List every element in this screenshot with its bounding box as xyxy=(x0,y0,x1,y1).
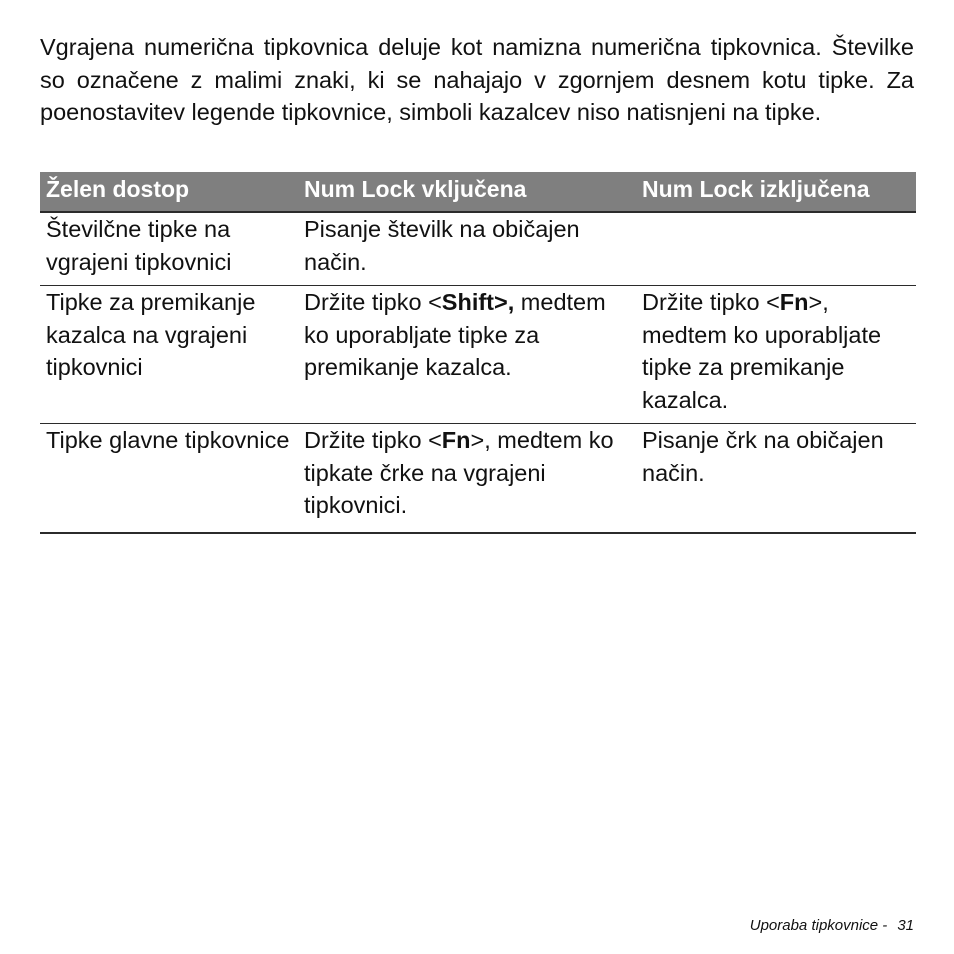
intro-paragraph: Vgrajena numerična tipkovnica deluje kot namizna numerična tipkovnica. Številke so označene z malimi znaki, ki se nahajajo v zgornjem desnem kotu tipke. Za poenostavitev legende tipkovnice, simboli kazalcev niso natisnjeni na tipke. xyxy=(40,34,914,125)
cell-numlock-off xyxy=(636,212,916,286)
key-name-fn: Fn xyxy=(441,427,471,453)
header-desired-access: Želen dostop xyxy=(40,172,298,212)
cell-numlock-on: Pisanje številk na običajen način. xyxy=(298,212,636,286)
key-name-shift: Shift>, xyxy=(441,289,515,315)
cell-text: Držite tipko < xyxy=(642,289,780,315)
key-name-fn: Fn xyxy=(779,289,809,315)
page-number: 31 xyxy=(897,917,914,934)
header-numlock-off: Num Lock izključena xyxy=(636,172,916,212)
cell-text: >, medtem ko uporabljate tipke za premikanje kazalca. xyxy=(642,289,882,413)
cell-access: Tipke glavne tipkovnice xyxy=(40,424,298,533)
cell-access: Tipke za premikanje kazalca na vgrajeni tipkovnici xyxy=(40,286,298,424)
cell-numlock-off: Pisanje črk na običajen način. xyxy=(636,424,916,533)
table-row xyxy=(40,286,916,424)
table-header xyxy=(40,172,916,212)
table xyxy=(40,172,916,534)
cell-text: Držite tipko < xyxy=(304,427,442,453)
page-footer xyxy=(750,917,914,934)
cell-numlock-off xyxy=(636,286,916,424)
header-numlock-on: Num Lock vključena xyxy=(298,172,636,212)
cell-access: Številčne tipke na vgrajeni tipkovnici xyxy=(40,212,298,286)
keyboard-mode-table xyxy=(40,172,916,534)
table-row xyxy=(40,424,916,533)
table-row xyxy=(40,212,916,286)
cell-numlock-on xyxy=(298,286,636,424)
cell-numlock-on xyxy=(298,424,636,533)
cell-text: >, medtem ko tipkate črke na vgrajeni tipkovnici. xyxy=(304,427,614,518)
footer-section-title: Uporaba tipkovnice - xyxy=(749,917,888,934)
cell-text: Držite tipko < xyxy=(304,289,442,315)
cell-text: medtem ko uporabljate tipke za premikanje kazalca. xyxy=(304,289,606,380)
